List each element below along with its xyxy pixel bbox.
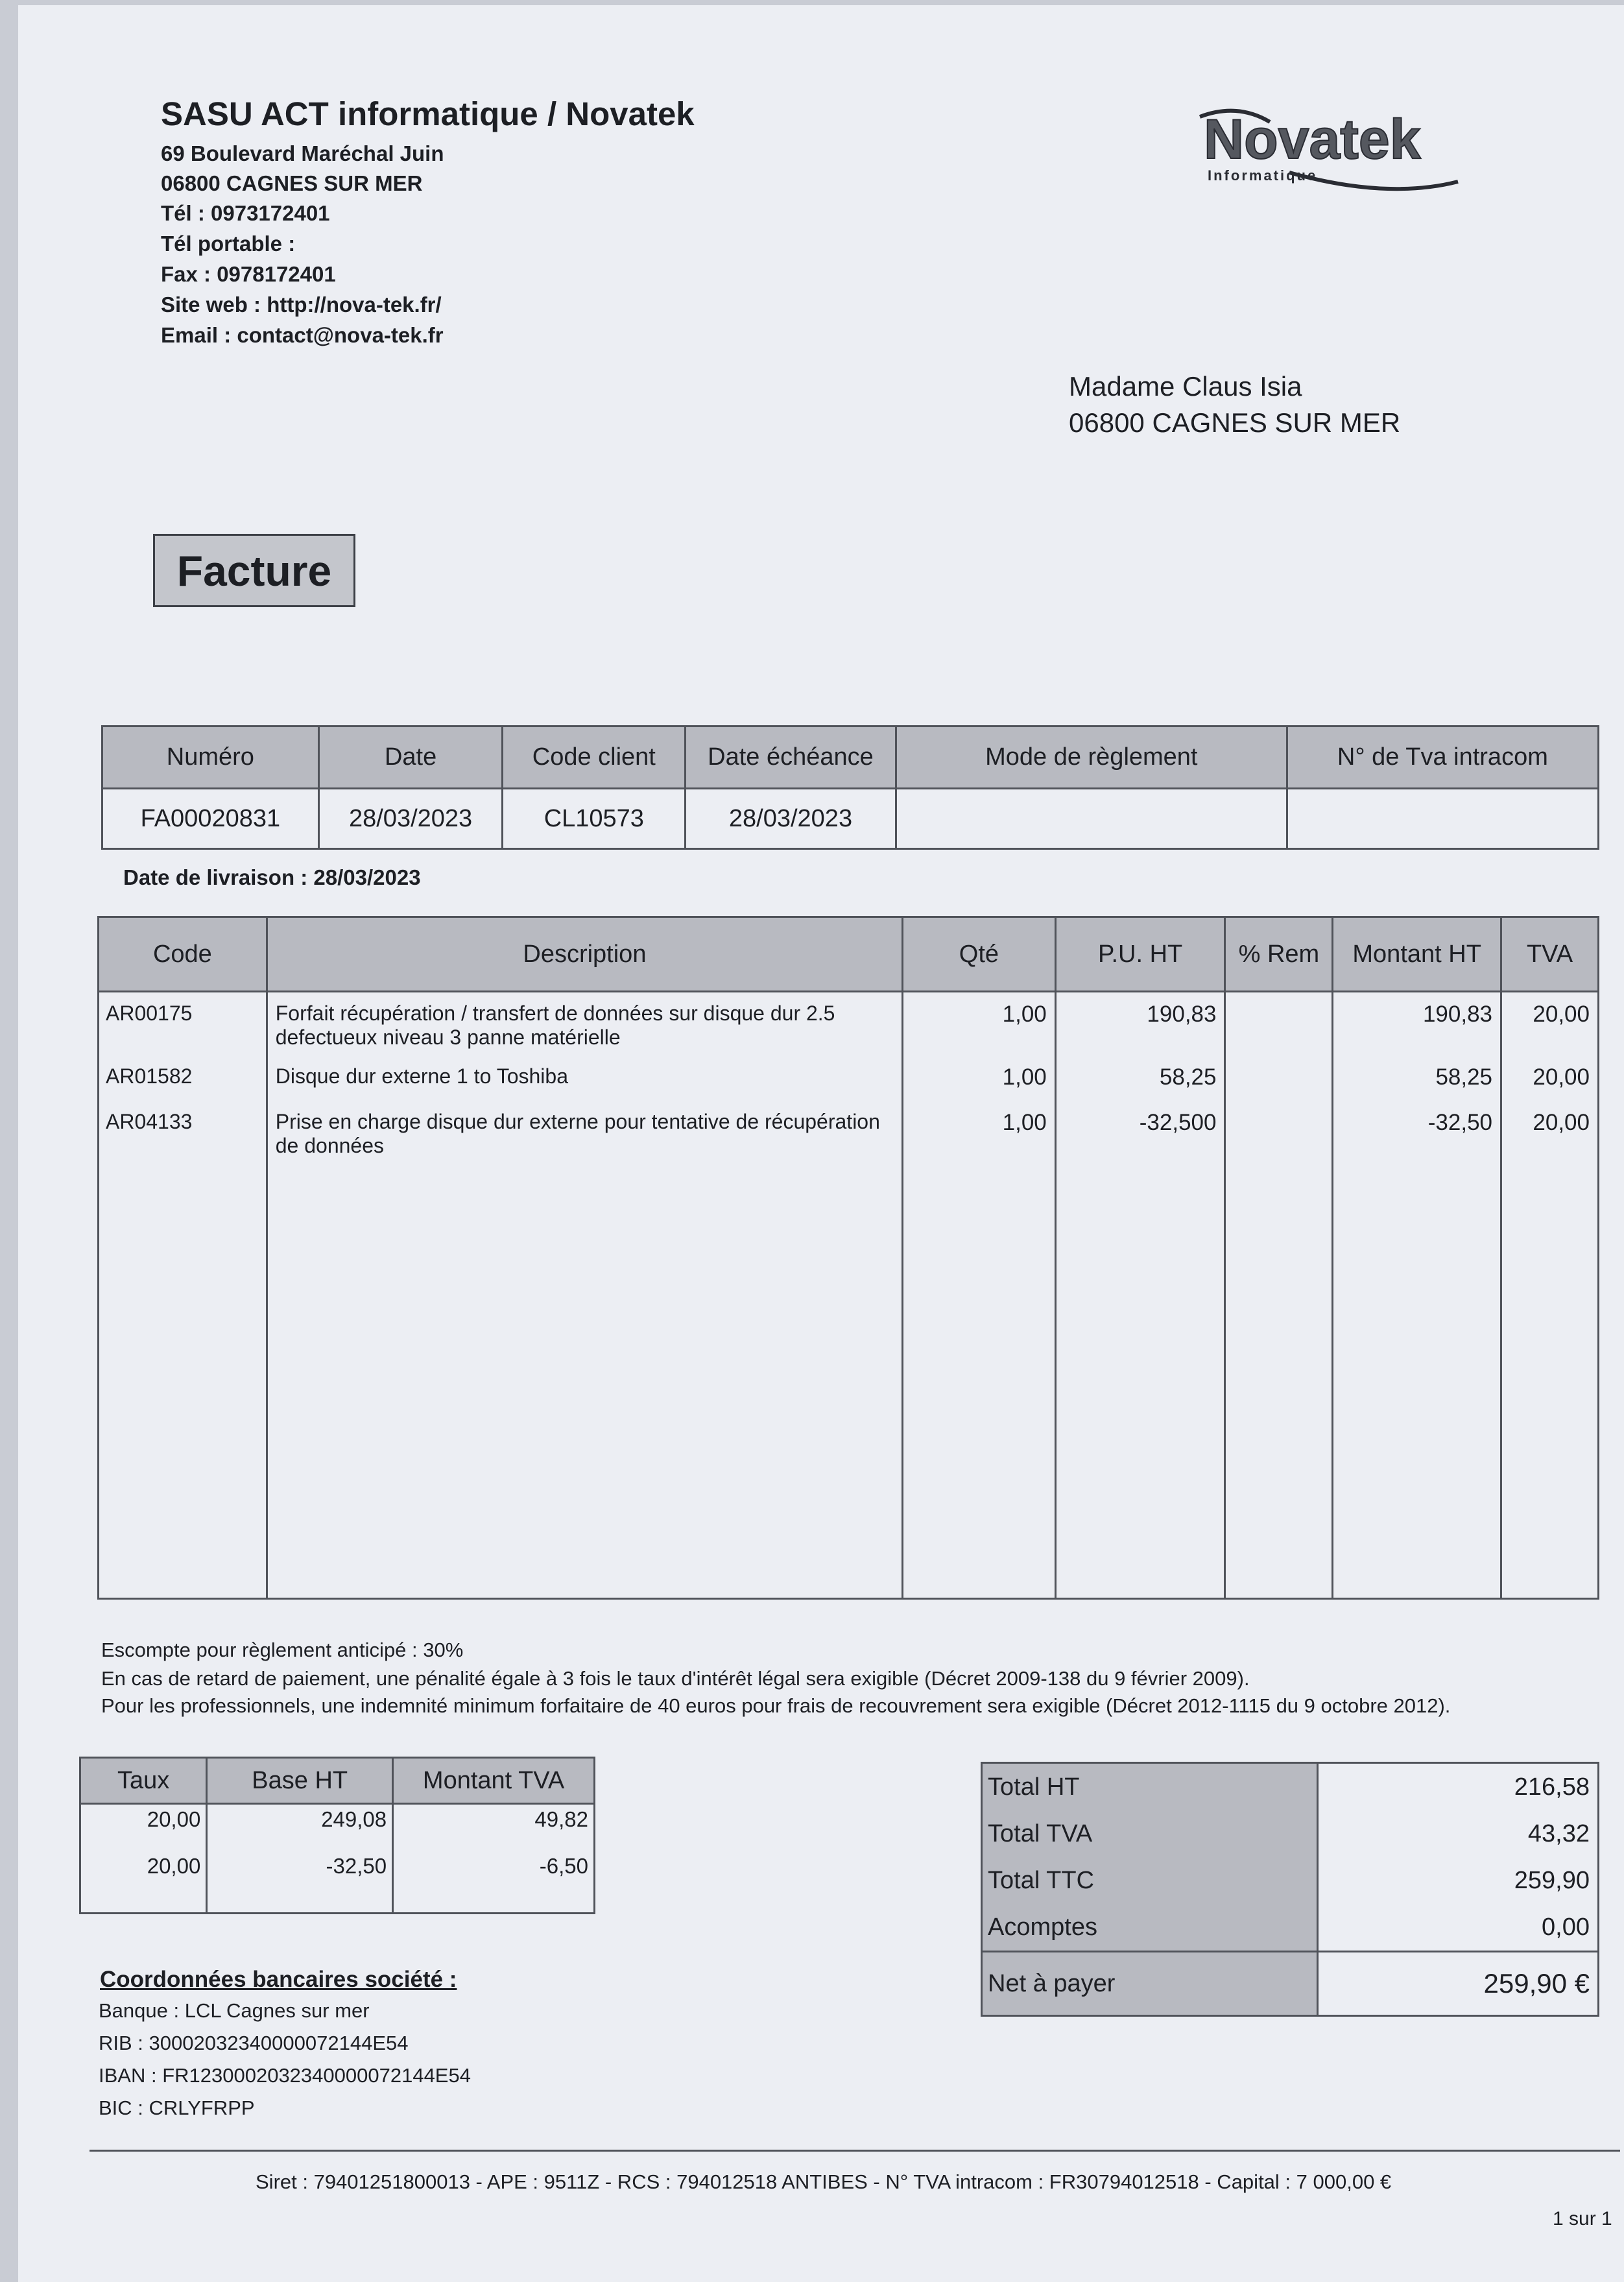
total-ttc-value: 259,90 [1318, 1857, 1599, 1904]
col-qty: Qté [903, 917, 1056, 992]
total-tva-label: Total TVA [982, 1810, 1318, 1857]
bank-iban: IBAN : FR1230002032340000072144E54 [99, 2064, 471, 2087]
item-vat: 20,00 [1501, 1101, 1599, 1599]
deposits-label: Acomptes [982, 1904, 1318, 1952]
table-row [982, 1810, 1599, 1857]
invoice-number: FA00020831 [102, 789, 319, 849]
col-amount: Montant HT [1333, 917, 1501, 992]
net-to-pay-label: Net à payer [982, 1952, 1318, 2016]
col-code-client: Code client [503, 727, 686, 789]
item-code: AR01582 [99, 1055, 267, 1101]
vat-base: 249,08 [207, 1804, 393, 1852]
company-mobile: Tél portable : [161, 232, 296, 256]
table-row [982, 1857, 1599, 1904]
item-amount: 58,25 [1333, 1055, 1501, 1101]
note-discount: Escompte pour règlement anticipé : 30% [101, 1639, 464, 1661]
logo-word: Novatek [1204, 108, 1421, 171]
col-mode-reglement: Mode de règlement [896, 727, 1287, 789]
footer-divider [90, 2150, 1620, 2152]
col-code: Code [99, 917, 267, 992]
item-description [267, 1101, 902, 1599]
table-row [80, 1851, 595, 1914]
company-website: Site web : http://nova-tek.fr/ [161, 293, 442, 317]
item-qty: 1,00 [903, 992, 1056, 1055]
total-tva-value: 43,32 [1318, 1810, 1599, 1857]
bank-bic: BIC : CRLYFRPP [99, 2096, 255, 2119]
col-numero: Numéro [102, 727, 319, 789]
vat-rate: 20,00 [80, 1804, 207, 1852]
total-ht-label: Total HT [982, 1763, 1318, 1811]
vat-intracom-number [1287, 789, 1598, 849]
net-to-pay-value: 259,90 € [1318, 1952, 1599, 2016]
company-fax: Fax : 0978172401 [161, 262, 336, 286]
item-description [267, 992, 902, 1055]
table-row [80, 1804, 595, 1852]
col-vat: TVA [1501, 917, 1599, 992]
col-description: Description [267, 917, 902, 992]
document-title: Facture [153, 534, 355, 607]
bank-name: Banque : LCL Cagnes sur mer [99, 1999, 370, 2022]
item-unit-price: 58,25 [1055, 1055, 1225, 1101]
recipient-city: 06800 CAGNES SUR MER [1069, 407, 1401, 438]
vat-breakdown-table [79, 1757, 595, 1914]
totals-table [981, 1762, 1599, 2017]
total-ht-value: 216,58 [1318, 1763, 1599, 1811]
vat-rate: 20,00 [80, 1851, 207, 1914]
total-ttc-label: Total TTC [982, 1857, 1318, 1904]
vat-amount: -6,50 [393, 1851, 595, 1914]
payment-mode [896, 789, 1287, 849]
col-tva-intracom: N° de Tva intracom [1287, 727, 1598, 789]
item-amount: 190,83 [1333, 992, 1501, 1055]
invoice-date: 28/03/2023 [318, 789, 503, 849]
item-description-line: de données [275, 1133, 385, 1157]
items-table [97, 916, 1599, 1600]
company-phone: Tél : 0973172401 [161, 201, 330, 225]
table-row [982, 1763, 1599, 1811]
item-description-line: Prise en charge disque dur externe pour tentative de récupération [275, 1109, 880, 1133]
note-recovery-fee: Pour les professionnels, une indemnité minimum forfaitaire de 40 euros pour frais de recouvrement sera exigible (Décret 2012-1115 du 9 octobre 2012). [101, 1694, 1451, 1717]
table-row [99, 992, 1599, 1055]
col-date-echeance: Date échéance [686, 727, 896, 789]
item-unit-price: -32,500 [1055, 1101, 1225, 1599]
vat-amount: 49,82 [393, 1804, 595, 1852]
page-number: 1 sur 1 [1553, 2208, 1612, 2229]
company-address-line2: 06800 CAGNES SUR MER [161, 171, 423, 195]
table-row [982, 1904, 1599, 1952]
note-late-penalty: En cas de retard de paiement, une pénalité égale à 3 fois le taux d'intérêt légal sera exigible (Décret 2009-138 du 9 février 2009). [101, 1667, 1250, 1690]
table-row [982, 1952, 1599, 2016]
deposits-value: 0,00 [1318, 1904, 1599, 1952]
col-base-ht: Base HT [207, 1758, 393, 1804]
invoice-sheet [18, 5, 1624, 2282]
due-date: 28/03/2023 [686, 789, 896, 849]
col-discount: % Rem [1225, 917, 1333, 992]
company-address-line1: 69 Boulevard Maréchal Juin [161, 141, 444, 165]
client-code: CL10573 [503, 789, 686, 849]
item-qty: 1,00 [903, 1101, 1056, 1599]
item-qty: 1,00 [903, 1055, 1056, 1101]
item-discount [1225, 1101, 1333, 1599]
item-description-line: Disque dur externe 1 to Toshiba [275, 1064, 568, 1088]
item-description-line: Forfait récupération / transfert de données sur disque dur 2.5 [275, 1002, 835, 1025]
bank-rib: RIB : 30002032340000072144E54 [99, 2032, 409, 2054]
legal-footer: Siret : 79401251800013 - APE : 9511Z - RCS : 794012518 ANTIBES - N° TVA intracom : FR30794012518 - Capital : 7 000,00 € [256, 2170, 1392, 2193]
item-description [267, 1055, 902, 1101]
recipient-name: Madame Claus Isia [1069, 371, 1302, 402]
item-code: AR00175 [99, 992, 267, 1055]
item-code: AR04133 [99, 1101, 267, 1599]
table-row [99, 1055, 1599, 1101]
item-amount: -32,50 [1333, 1101, 1501, 1599]
vat-base: -32,50 [207, 1851, 393, 1914]
item-vat: 20,00 [1501, 992, 1599, 1055]
novatek-logo [1192, 102, 1542, 200]
invoice-header-table [101, 725, 1599, 850]
item-vat: 20,00 [1501, 1055, 1599, 1101]
item-discount [1225, 1055, 1333, 1101]
col-unit-price: P.U. HT [1055, 917, 1225, 992]
company-email: Email : contact@nova-tek.fr [161, 323, 444, 347]
bank-details-title: Coordonnées bancaires société : [100, 1967, 457, 1992]
item-description-line: defectueux niveau 3 panne matérielle [275, 1026, 621, 1049]
company-name: SASU ACT informatique / Novatek [161, 95, 695, 132]
logo-subtitle: Informatique [1208, 167, 1318, 184]
col-rate: Taux [80, 1758, 207, 1804]
col-vat-amount: Montant TVA [393, 1758, 595, 1804]
item-unit-price: 190,83 [1055, 992, 1225, 1055]
table-row [99, 1101, 1599, 1599]
item-discount [1225, 992, 1333, 1055]
col-date: Date [318, 727, 503, 789]
delivery-date: Date de livraison : 28/03/2023 [123, 865, 421, 889]
